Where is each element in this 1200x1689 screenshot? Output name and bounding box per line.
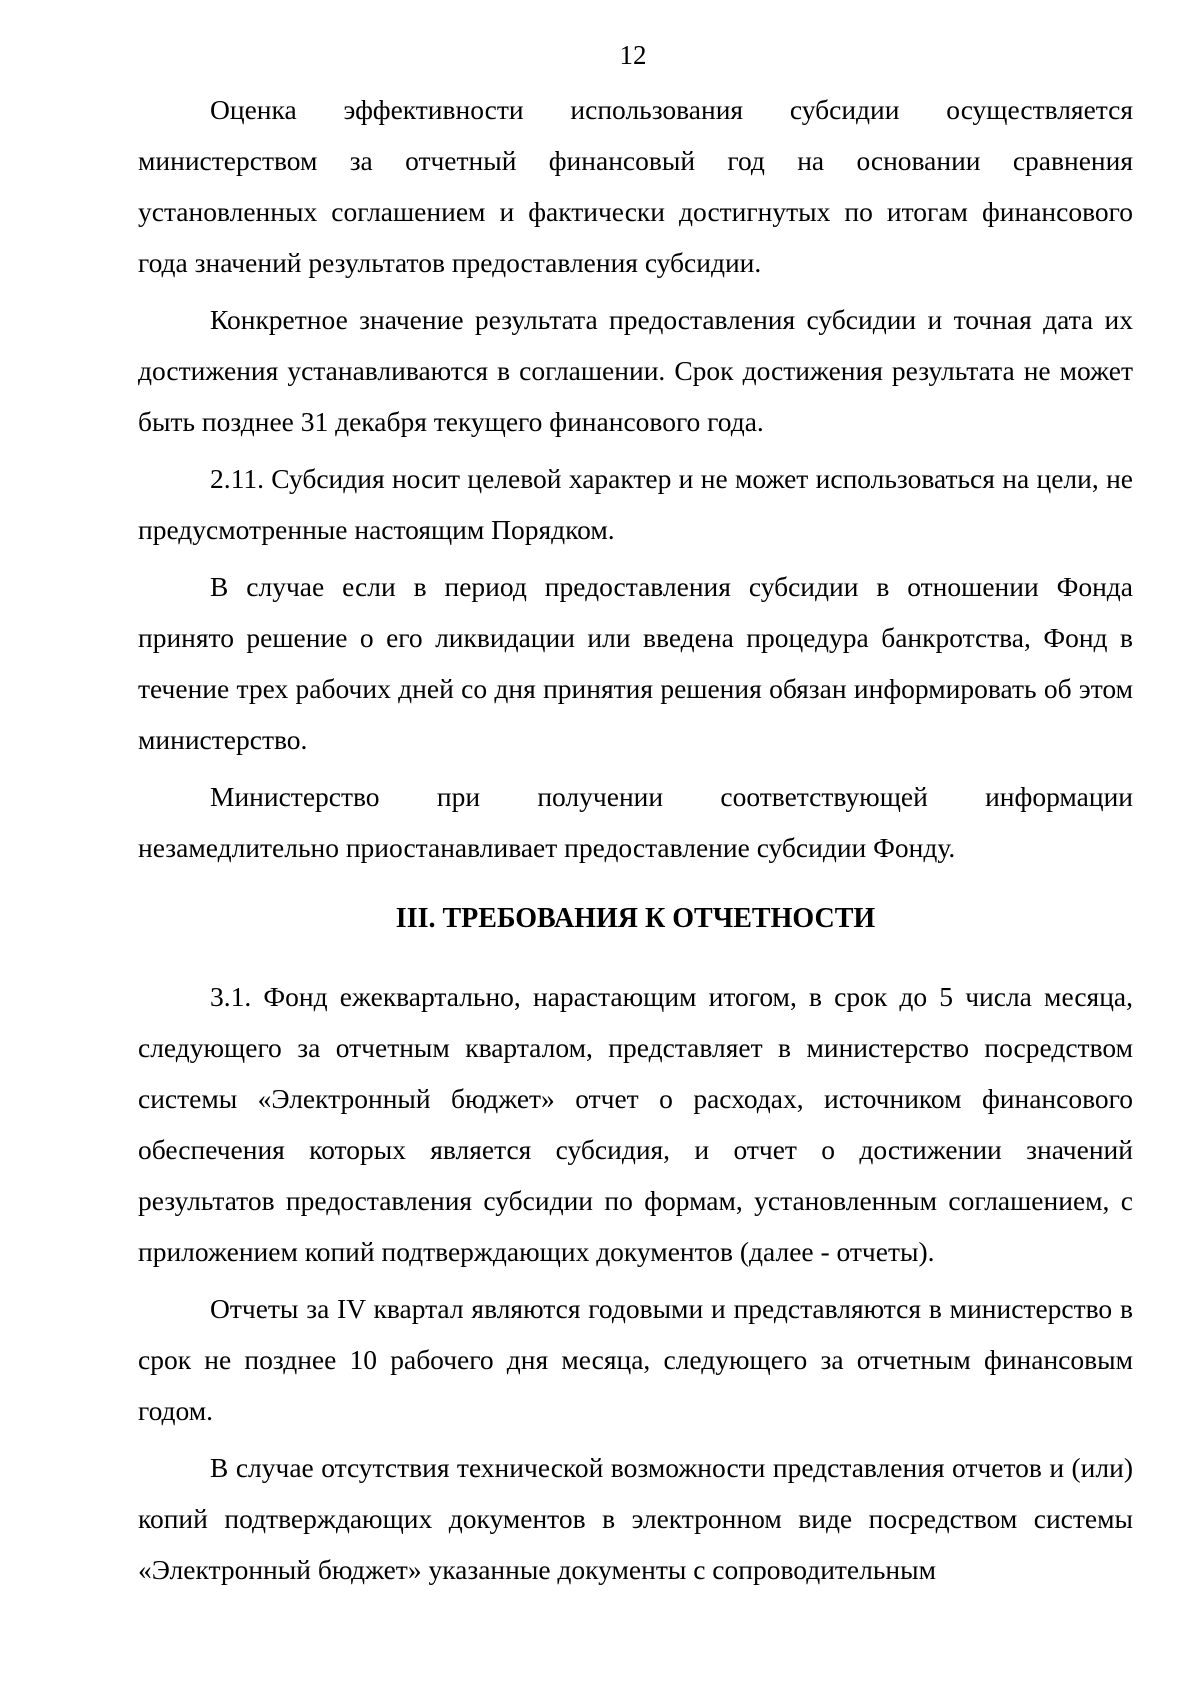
paragraph-paper-submission: В случае отсутствия технической возможности представления отчетов и (или) копий подтверждающих документов в электронном виде посредством системы «Электронный бюджет» указанные документы с сопроводительным (138, 1452, 1133, 1585)
paragraph-liquidation-notice: В случае если в период предоставления субсидии в отношении Фонда принято решение о его ликвидации или введена процедура банкротства, Фонд в течение трех рабочих дней со дня принятия решения обязан информировать об этом министерство. (138, 571, 1133, 755)
paragraph-suspension: Министерство при получении соответствующей информации незамедлительно приостанавливает предоставление субсидии Фонду. (138, 781, 1133, 863)
paragraph-2-11-target-use: 2.11. Субсидия носит целевой характер и не может использоваться на цели, не предусмотренные настоящим Порядком. (138, 463, 1133, 545)
document-body (138, 84, 1133, 1601)
paragraph-3-1-quarterly-reports: 3.1. Фонд ежеквартально, нарастающим итогом, в срок до 5 числа месяца, следующего за отчетным кварталом, представляет в министерство посредством системы «Электронный бюджет» отчет о расходах, источником финансового обеспечения которых является субсидия, и отчет о достижении значений результатов предоставления субсидии по формам, установленным соглашением, с приложением копий подтверждающих документов (далее - отчеты). (138, 981, 1133, 1267)
page-number: 12 (619, 40, 647, 70)
paragraph-annual-reports: Отчеты за IV квартал являются годовыми и представляются в министерство в срок не позднее 10 рабочего дня месяца, следующего за отчетным финансовым годом. (138, 1293, 1133, 1426)
section-heading-reporting: III. ТРЕБОВАНИЯ К ОТЧЕТНОСТИ (395, 903, 876, 934)
paragraph-evaluation: Оценка эффективности использования субсидии осуществляется министерством за отчетный финансовый год на основании сравнения установленных соглашением и фактически достигнутых по итогам финансового года значений результатов предоставления субсидии. (138, 94, 1133, 278)
paragraph-result-deadline: Конкретное значение результата предоставления субсидии и точная дата их достижения устанавливаются в соглашении. Срок достижения результата не может быть позднее 31 декабря текущего финансового года. (138, 304, 1133, 437)
